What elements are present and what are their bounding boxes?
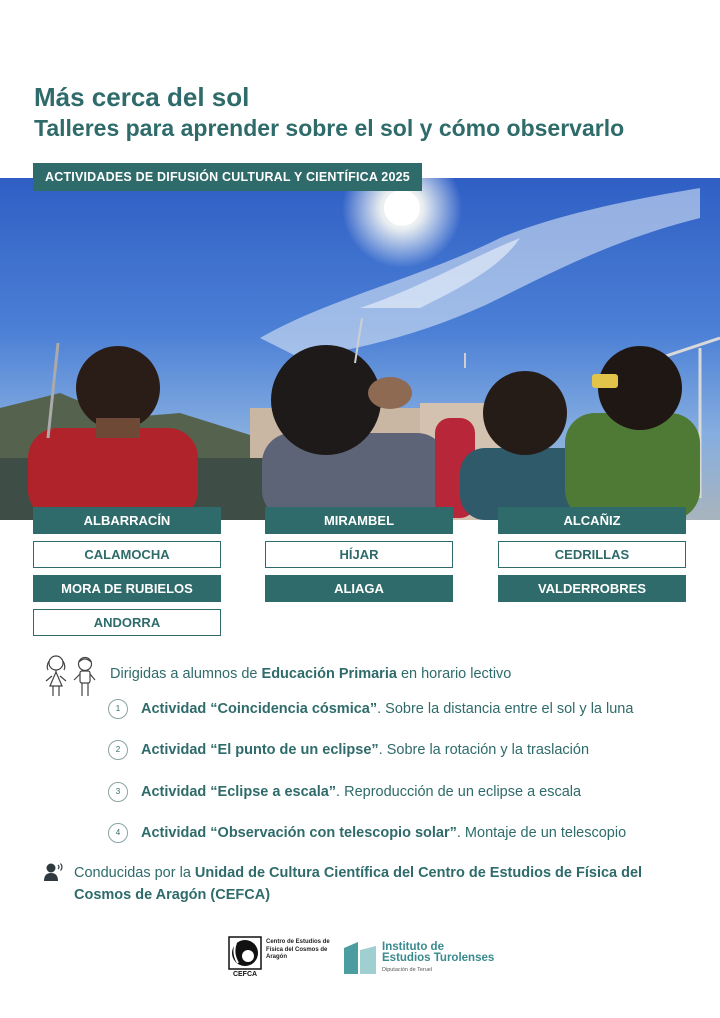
audience-text: Dirigidas a alumnos de Educación Primaria en horario lectivo (110, 666, 512, 682)
location-tag: HÍJAR (265, 541, 453, 568)
location-tag: MIRAMBEL (265, 507, 453, 534)
location-tag: ALCAÑIZ (498, 507, 686, 534)
cefca-name: Centro de Estudios de Física del Cosmos de Aragón (266, 939, 330, 960)
location-tag: ALBARRACÍN (33, 507, 221, 534)
page-subtitle: Talleres para aprender sobre el sol y cómo observarlo (34, 115, 625, 141)
page-title: Más cerca del sol (34, 82, 250, 112)
children-icon (42, 654, 100, 703)
activity-description: . Montaje de un telescopio (456, 825, 627, 841)
cefca-acronym: CEFCA (232, 971, 258, 978)
activity-title: Actividad “Coincidencia cósmica” (141, 701, 378, 717)
activity-number: 2 (108, 740, 128, 760)
location-tag: ANDORRA (33, 609, 221, 636)
activity-title: Actividad “Observación con telescopio solar” (141, 825, 457, 841)
activity-item (108, 698, 633, 720)
location-tag: MORA DE RUBIELOS (33, 575, 221, 602)
iet-emblem (344, 940, 376, 974)
speaker-icon (44, 862, 64, 887)
activity-title: Actividad “Eclipse a escala” (141, 784, 337, 800)
section-banner: ACTIVIDADES DE DIFUSIÓN CULTURAL Y CIENTÍFICA 2025 (33, 163, 422, 191)
activity-number: 4 (108, 823, 128, 843)
activity-item (108, 781, 581, 803)
activity-description: . Sobre la distancia entre el sol y la luna (377, 701, 634, 717)
location-tag: CALAMOCHA (33, 541, 221, 568)
cefca-logo (228, 936, 330, 978)
location-tag: VALDERROBRES (498, 575, 686, 602)
location-tag: ALIAGA (265, 575, 453, 602)
location-tag: CEDRILLAS (498, 541, 686, 568)
activity-number: 1 (108, 699, 128, 719)
iet-logo (344, 940, 494, 974)
iet-name-line1: Instituto de (382, 940, 444, 953)
activity-description: . Reproducción de un eclipse a escala (336, 784, 582, 800)
iet-name-line2: Estudios Turolenses (382, 951, 495, 964)
activity-description: . Sobre la rotación y la traslación (378, 742, 590, 758)
activity-item (108, 822, 626, 844)
iet-subtitle: Diputación de Teruel (382, 966, 433, 973)
hero-photo (0, 178, 720, 520)
conducted-by-text: Conducidas por la Unidad de Cultura Científica del Centro de Estudios de Física del Cosmos de Aragón (CEFCA) (74, 865, 643, 903)
cefca-emblem (228, 936, 262, 978)
activity-title: Actividad “El punto de un eclipse” (141, 742, 379, 758)
activity-number: 3 (108, 782, 128, 802)
activity-item (108, 739, 589, 761)
